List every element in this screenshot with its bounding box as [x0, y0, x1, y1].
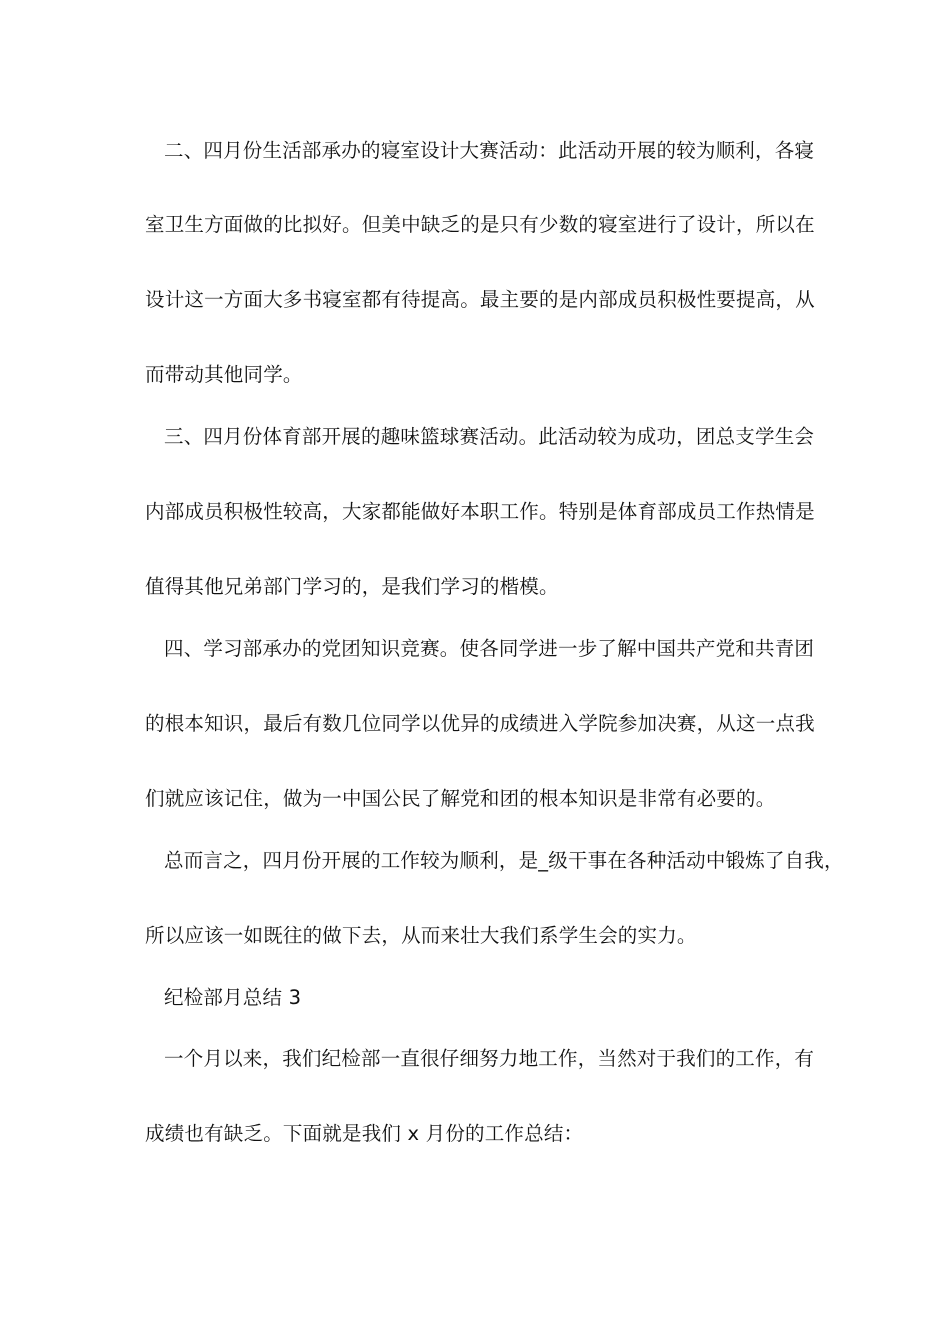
- paragraph-line: 而带动其他同学。: [145, 363, 303, 386]
- paragraph-line: 的根本知识，最后有数几位同学以优异的成绩进入学院参加决赛，从这一点我: [145, 712, 815, 735]
- paragraph-line: 一个月以来，我们纪检部一直很仔细努力地工作，当然对于我们的工作，有: [164, 1047, 815, 1070]
- paragraph-line: 值得其他兄弟部门学习的，是我们学习的楷模。: [145, 575, 559, 598]
- paragraph-line: 室卫生方面做的比拟好。但美中缺乏的是只有少数的寝室进行了设计，所以在: [145, 213, 815, 236]
- paragraph-line: 二、四月份生活部承办的寝室设计大赛活动：此活动开展的较为顺利，各寝: [164, 139, 815, 162]
- paragraph-line: 总而言之，四月份开展的工作较为顺利，是_级干事在各种活动中锻炼了自我，: [164, 849, 844, 872]
- paragraph-line: 成绩也有缺乏。下面就是我们 x 月份的工作总结：: [145, 1122, 584, 1145]
- paragraph-line: 设计这一方面大多书寝室都有待提高。最主要的是内部成员积极性要提高，从: [145, 288, 815, 311]
- paragraph-line: 三、四月份体育部开展的趣味篮球赛活动。此活动较为成功，团总支学生会: [164, 425, 815, 448]
- paragraph-line: 们就应该记住，做为一中国公民了解党和团的根本知识是非常有必要的。: [145, 787, 776, 810]
- paragraph-line: 四、学习部承办的党团知识竞赛。使各同学进一步了解中国共产党和共青团: [164, 637, 815, 660]
- section-heading: 纪检部月总结 3: [164, 986, 302, 1009]
- paragraph-line: 所以应该一如既往的做下去，从而来壮大我们系学生会的实力。: [145, 924, 697, 947]
- paragraph-line: 内部成员积极性较高，大家都能做好本职工作。特别是体育部成员工作热情是: [145, 500, 815, 523]
